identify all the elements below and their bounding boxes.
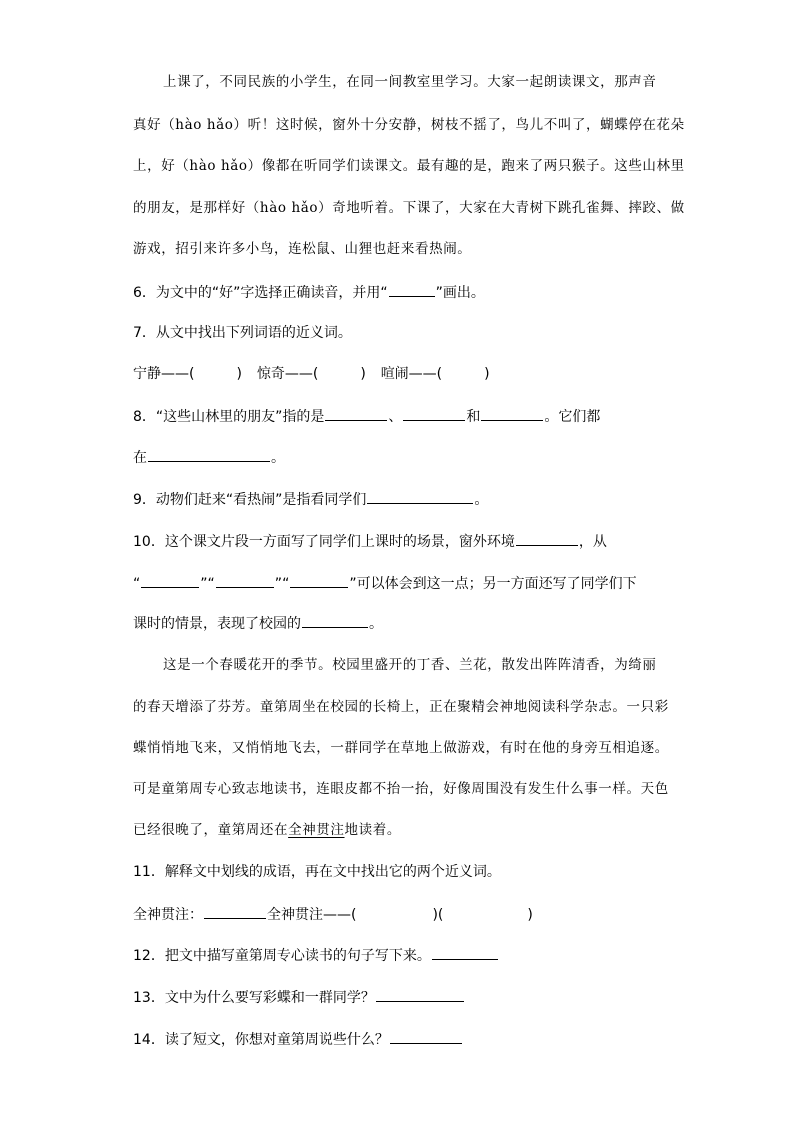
q8-sep: 、	[388, 409, 403, 425]
q6-blank[interactable]	[389, 282, 435, 297]
q7-word2: 惊奇——(	[256, 366, 319, 382]
passage1-line1: 上课了，不同民族的小学生，在同一间教室里学习。大家一起朗读课文，那声音	[163, 74, 657, 90]
q8-blank4[interactable]	[148, 447, 270, 462]
passage1-line4: 的朋友，是那样好（hào hǎo）奇地听着。下课了，大家在大青树下跳孔雀舞、摔跤、做	[133, 200, 685, 216]
q8-and: 和	[466, 409, 481, 425]
q10-blank4[interactable]	[290, 573, 348, 588]
question-10-cont1: “ ”“ ”“ ”可以体会到这一点；另一方面还写了同学们下	[133, 573, 637, 594]
passage2-line4: 可是童第周专心致志地读书，连眼皮都不抬一抬，好像周围没有发生什么事一样。天色	[133, 781, 669, 797]
q11-blank[interactable]	[204, 904, 266, 919]
question-11: 11．解释文中划线的成语，再在文中找出它的两个近义词。	[133, 864, 501, 880]
passage2-line3: 蝶悄悄地飞来，又悄悄地飞去，一群同学在草地上做游戏，有时在他的身旁互相追逐。	[133, 740, 669, 756]
q8-text-b: 。它们都	[544, 409, 601, 425]
q10-blank1[interactable]	[516, 531, 578, 546]
q12-blank[interactable]	[432, 945, 498, 960]
question-7: 7．从文中找出下列词语的近义词。	[133, 325, 352, 341]
q8-blank1[interactable]	[325, 406, 387, 421]
q11-label: 全神贯注：	[133, 907, 203, 923]
q7-word1: 宁静——(	[133, 366, 195, 382]
q10-text-b: ，从	[578, 534, 607, 550]
question-9	[133, 489, 488, 510]
q7-words	[133, 364, 490, 384]
passage2-line5: 已经很晚了，童第周还在全神贯注地读着。	[133, 822, 401, 838]
q9-end: 。	[474, 492, 489, 508]
q10-blank2[interactable]	[141, 573, 199, 588]
q11-synonym-label: 全神贯注——(	[267, 907, 357, 923]
q10-blank3[interactable]	[216, 573, 274, 588]
passage2-line2: 的春天增添了芬芳。童第周坐在校园的长椅上，正在聚精会神地阅读科学杂志。一只彩	[133, 699, 669, 715]
q7-close2: )	[360, 366, 366, 382]
q10-text-a: 10．这个课文片段一方面写了同学们上课时的场景，窗外环境	[133, 534, 515, 550]
q14-blank[interactable]	[390, 1029, 462, 1044]
q10-blank5[interactable]	[302, 613, 368, 628]
passage1-line5: 游戏，招引来许多小鸟，连松鼠、山狸也赶来看热闹。	[133, 241, 472, 257]
q13-blank[interactable]	[376, 987, 464, 1002]
q8-blank3[interactable]	[481, 406, 543, 421]
q10-end: 。	[369, 616, 383, 632]
question-12: 12．把文中描写童第周专心读书的句子写下来。	[133, 945, 499, 966]
question-6	[133, 282, 485, 303]
question-10	[133, 531, 607, 552]
question-10-cont2	[133, 613, 383, 634]
underlined-idiom: 全神贯注	[288, 822, 345, 838]
question-8-cont	[133, 447, 285, 468]
passage1-line3: 上，好（hào hǎo）像都在听同学们读课文。最有趣的是，跑来了两只猴子。这些山林里	[133, 158, 685, 174]
q7-word3: 喧闹——(	[380, 366, 443, 382]
q10-text-c: 可以体会到这一点；另一方面还写了同学们下	[356, 576, 637, 592]
passage2-line1: 这是一个春暖花开的季节。校园里盛开的丁香、兰花，散发出阵阵清香，为绮丽	[163, 657, 657, 673]
question-8	[133, 406, 600, 427]
q7-close3: )	[484, 366, 490, 382]
q7-close1: )	[236, 366, 242, 382]
q9-blank[interactable]	[367, 489, 473, 504]
question-13: 13．文中为什么要写彩蝶和一群同学？	[133, 987, 465, 1008]
q8-blank2[interactable]	[403, 406, 465, 421]
question-14: 14．读了短文，你想对童第周说些什么？	[133, 1029, 463, 1050]
passage1-line2: 真好（hào hǎo）听！这时候，窗外十分安静，树枝不摇了，鸟儿不叫了，蝴蝶停在花朵	[133, 117, 685, 133]
q8-end: 。	[271, 450, 285, 466]
q9-text: 9．动物们赶来“看热闹”是指看同学们	[133, 492, 367, 508]
q6-text-a: 6．为文中的“好”字选择正确读音，并用“	[133, 285, 388, 301]
q6-text-b: ”画出。	[435, 285, 485, 301]
q8-text-a: 8．“这些山林里的朋友”指的是	[133, 409, 325, 425]
q10-text-d: 课时的情景，表现了校园的	[133, 616, 301, 632]
q11-answers: 全神贯注： 全神贯注——( )( )	[133, 904, 533, 925]
q8-text-c: 在	[133, 450, 147, 466]
